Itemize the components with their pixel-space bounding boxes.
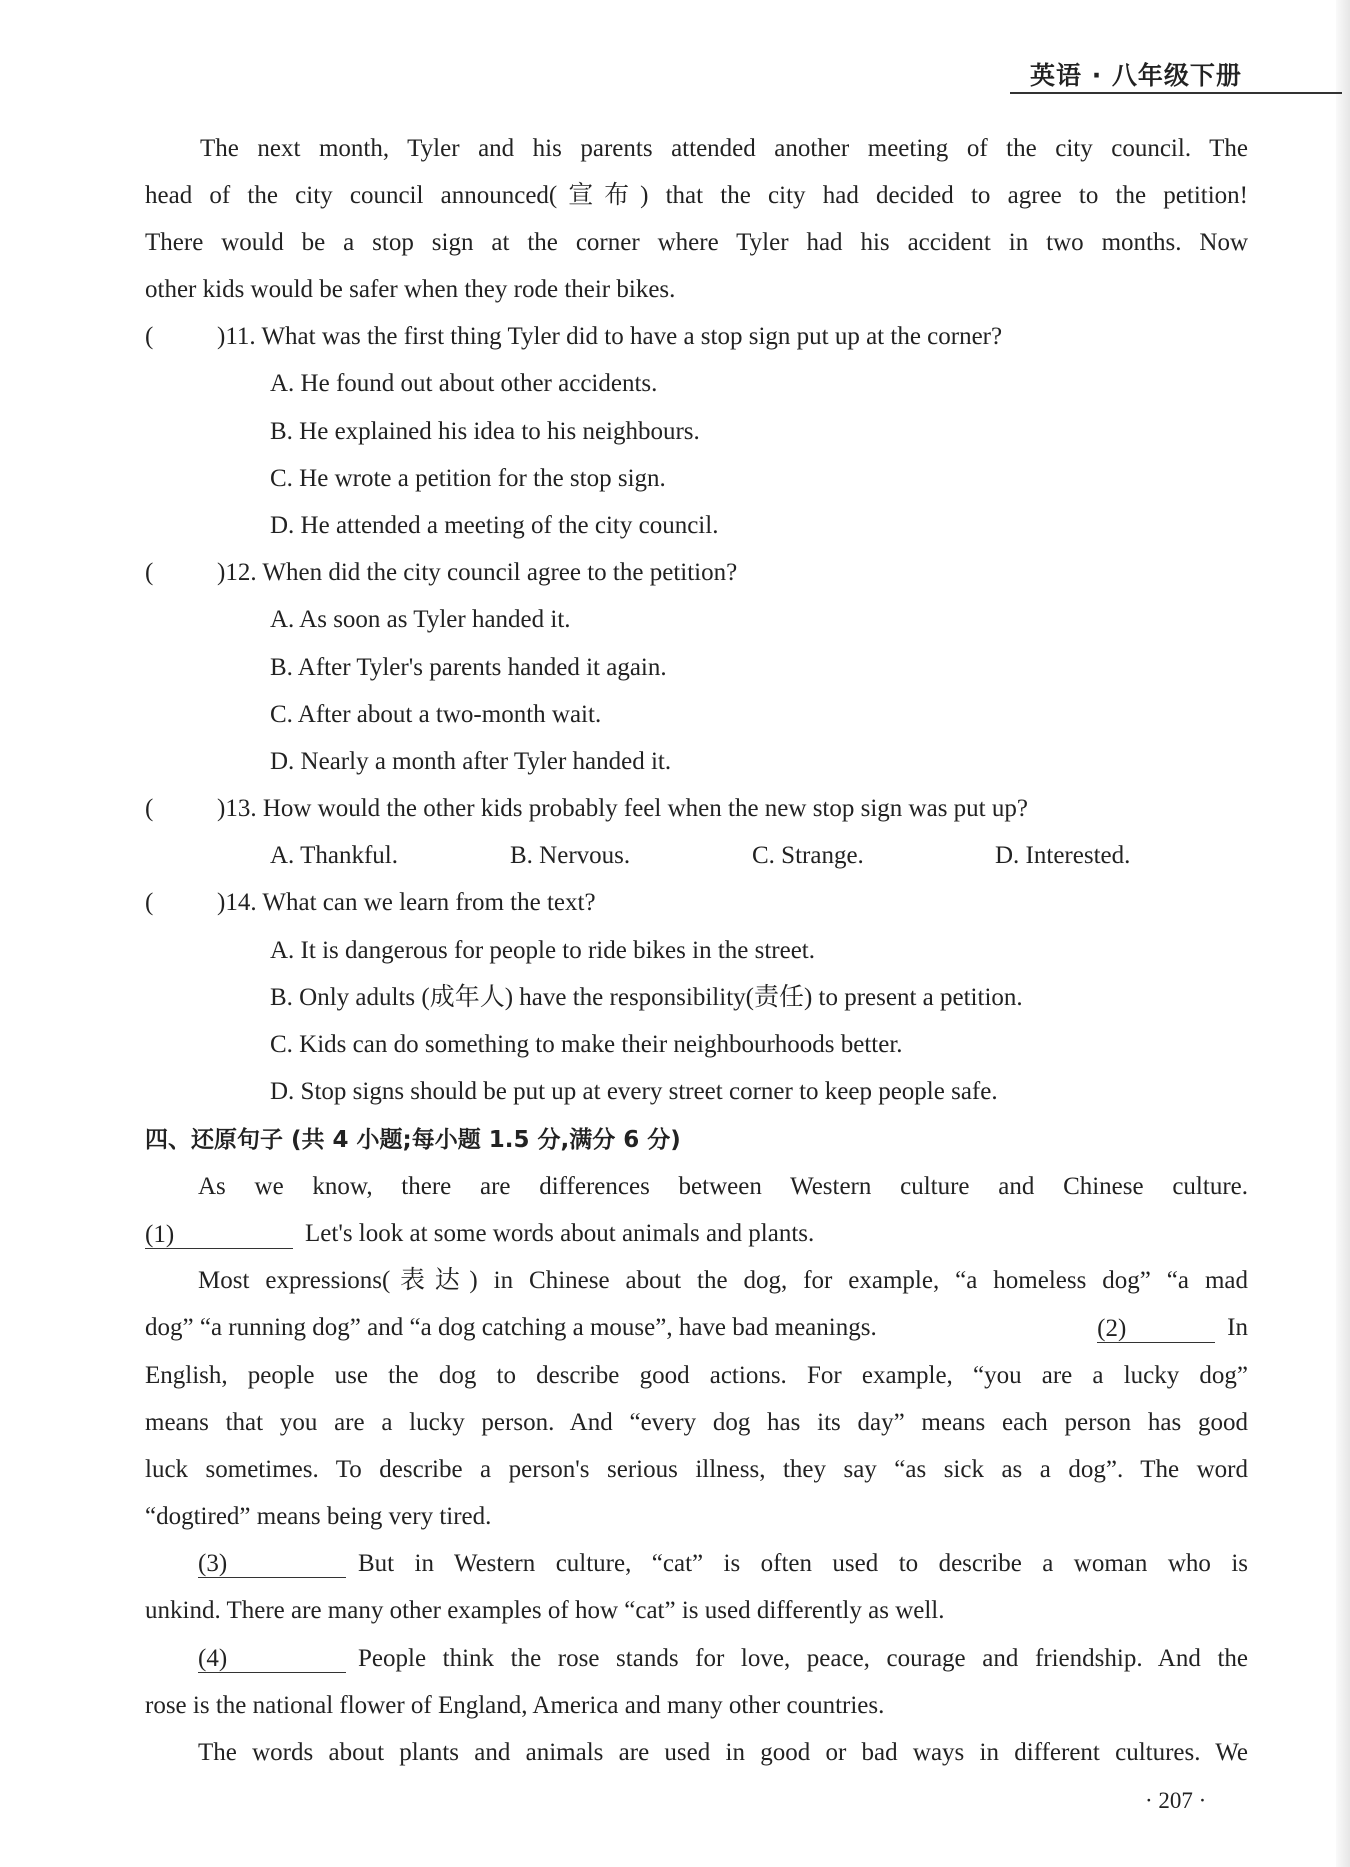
passage-line: rose is the national flower of England, America and many other countries.	[145, 1692, 885, 1719]
option: C. Kids can do something to make their neighbourhoods better.	[270, 1031, 903, 1058]
option: B. After Tyler's parents handed it again.	[270, 654, 667, 681]
passage-text: But in Western culture, “cat” is often used to describe a woman who is	[358, 1550, 1248, 1577]
passage-line: English, people use the dog to describe good actions. For example, “you are a lucky dog”	[145, 1362, 1248, 1389]
blank-4[interactable]: (4)	[198, 1644, 346, 1673]
answer-bracket: (	[145, 795, 154, 822]
question-stem: )11. What was the first thing Tyler did to have a stop sign put up at the corner?	[217, 323, 1003, 350]
passage-line: other kids would be safer when they rode their bikes.	[145, 276, 676, 303]
answer-bracket: (	[145, 889, 154, 916]
question-11	[145, 322, 1002, 352]
blank-3[interactable]: (3)	[198, 1549, 346, 1578]
option: B. Only adults (成年人) have the responsibility(责任) to present a petition.	[270, 984, 1023, 1011]
option: A. It is dangerous for people to ride bikes in the street.	[270, 937, 815, 964]
option: A. He found out about other accidents.	[270, 370, 658, 397]
option: D. He attended a meeting of the city council.	[270, 512, 719, 539]
passage-text: People think the rose stands for love, peace, courage and friendship. And the	[358, 1645, 1248, 1672]
passage-line	[145, 1219, 814, 1249]
passage-line: The words about plants and animals are used in good or bad ways in different cultures. We	[198, 1739, 1248, 1766]
question-stem: )12. When did the city council agree to the petition?	[217, 559, 738, 586]
answer-bracket: (	[145, 559, 154, 586]
passage-line	[145, 1313, 1248, 1343]
header-rule	[1010, 92, 1342, 94]
option: C. He wrote a petition for the stop sign.	[270, 465, 666, 492]
page-header-title: 英语 · 八年级下册	[1030, 61, 1242, 90]
blank-2[interactable]: (2)	[1097, 1314, 1215, 1343]
passage-line: There would be a stop sign at the corner where Tyler had his accident in two months. Now	[145, 229, 1248, 256]
page-edge-shadow	[1336, 0, 1350, 1867]
blank-1[interactable]: (1)	[145, 1220, 293, 1249]
passage-line: means that you are a lucky person. And “every dog has its day” means each person has good	[145, 1409, 1248, 1436]
passage-text: dog” “a running dog” and “a dog catching a mouse”, have bad meanings.	[145, 1314, 877, 1341]
passage-text: In	[1227, 1314, 1248, 1341]
passage-line: head of the city council announced(宣布) that the city had decided to agree to the petition!	[145, 182, 1248, 209]
option: C. After about a two-month wait.	[270, 701, 602, 728]
page-number: · 207 ·	[1145, 1788, 1207, 1813]
passage-line: Most expressions(表达) in Chinese about the dog, for example, “a homeless dog” “a mad	[198, 1267, 1248, 1294]
passage-line	[198, 1549, 1248, 1579]
section-heading: 四、还原句子 (共 4 小题;每小题 1.5 分,满分 6 分)	[145, 1127, 681, 1153]
option: C. Strange.	[752, 842, 864, 869]
passage-line	[198, 1644, 1248, 1674]
option: A. As soon as Tyler handed it.	[270, 606, 571, 633]
question-stem: )13. How would the other kids probably feel when the new stop sign was put up?	[217, 795, 1028, 822]
passage-line: As we know, there are differences between Western culture and Chinese culture.	[198, 1173, 1248, 1200]
option: B. Nervous.	[510, 842, 631, 869]
option: A. Thankful.	[270, 842, 398, 869]
passage-line: “dogtired” means being very tired.	[145, 1503, 492, 1530]
option: D. Stop signs should be put up at every street corner to keep people safe.	[270, 1078, 998, 1105]
option: D. Nearly a month after Tyler handed it.	[270, 748, 672, 775]
option: D. Interested.	[995, 842, 1131, 869]
option: B. He explained his idea to his neighbours.	[270, 418, 700, 445]
passage-text: Let's look at some words about animals and plants.	[305, 1220, 815, 1247]
answer-bracket: (	[145, 323, 154, 350]
question-13	[145, 794, 1028, 824]
question-stem: )14. What can we learn from the text?	[217, 889, 596, 916]
question-14	[145, 888, 596, 918]
question-12	[145, 558, 737, 588]
passage-line: The next month, Tyler and his parents attended another meeting of the city council. The	[200, 135, 1248, 162]
passage-line: unkind. There are many other examples of how “cat” is used differently as well.	[145, 1597, 945, 1624]
passage-line: luck sometimes. To describe a person's serious illness, they say “as sick as a dog”. The word	[145, 1456, 1248, 1483]
